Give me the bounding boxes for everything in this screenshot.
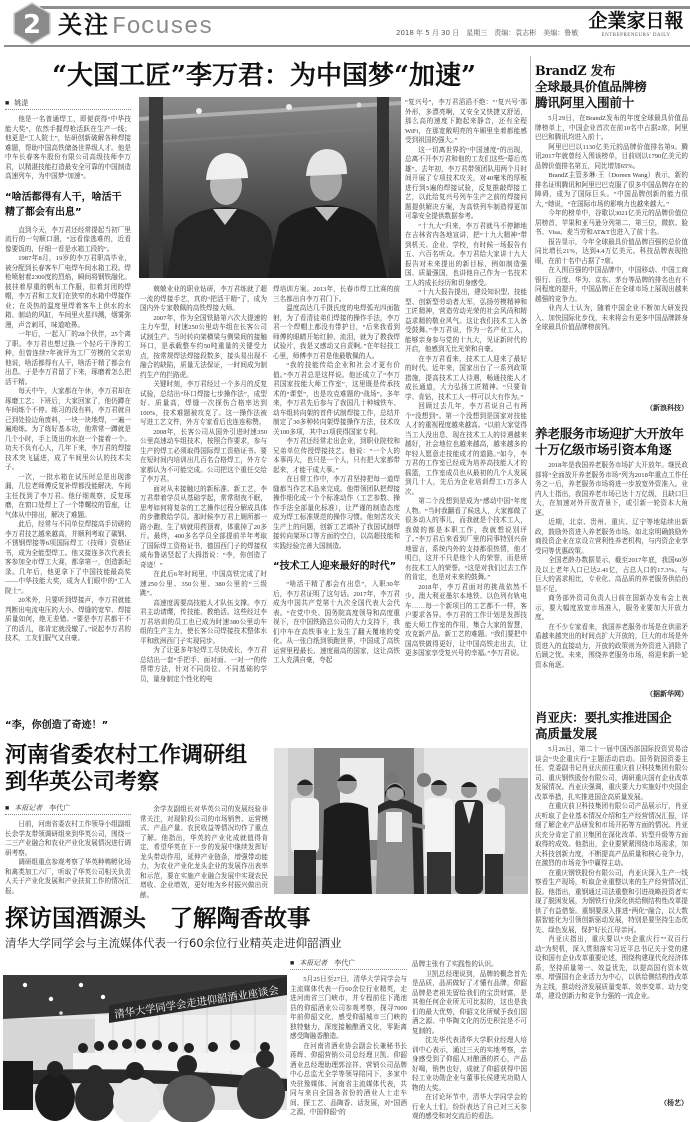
paragraph: 商务部外资司负责人日前在国新办发布会上表示，要大幅度放宽市场准入，服务业要加大开放力度。 [535,595,688,621]
byline-marker: ■ [5,804,10,812]
issue-date-editors: 2018 年 5 月 30 日 星期三 责编：袁志彬 美编：鲁敏 [396,29,579,37]
subheading: “李，你创造了奇迹！” [5,720,109,731]
byline-marker: ■ [290,959,295,967]
paragraph: 第二个没想到是成为“感动中国”年度人物。“当时我翻看了候选人，大家都做了很多动人的事儿，而我就是个技术工人，我做的都是本职工作，我就想说别评了。”李万君后来看到厂里的同事特别兴奋地留言，系统内外的支持都很热情，他才明白，这并不只是他个人的荣誉，而是所有技术工人的荣誉。“这是对我们过去工作的肯定，也是对未来的鼓舞。” [405,498,527,581]
section-title: 关注 [58,11,110,39]
photo-symposium [3,975,287,1110]
paragraph: 焊培训方案。2013年，长春市焊工比赛的前三名都出自李万君门下。 [273,286,400,303]
section-title-english: Focuses [112,14,213,41]
byline [290,958,407,970]
byline-role: 本报记者 [299,959,328,967]
paragraph: 在不少专家看来，我国养老服务市场是在供需矛盾越来越突出的时间点扩大开放的，巨大的市场是外资进入的直接动力，开放的政策则为外资进入消除了后顾之忧。未来，围绕养老服务市场，将迎来新一轮资本角逐。 [535,623,688,669]
paragraph: 报告显示，今年全球最具价值品牌百强的总价值同比增长21%，达到4.4万亿美元。科技品牌表现抢眼，在前十名中占据了7席。 [535,238,688,265]
byline-marker: ■ [5,99,10,107]
paragraph: 调研组重点参观考察了华英种鸭孵化场和禽类加工六厂，听取了华英公司相关负责人关于产业化发展和产业扶贫工作的情况汇报。 [5,859,131,895]
main-article-column-3 [273,285,400,735]
paragraph: 2018年，李万君面对的挑战依然不少。澳大利亚墨尔本地铁、以色列有轨电车……每一个新项目的工艺都不一样，客户要求各异。李万君的工作计划是发挥技能大师工作室的作用，集合大家的智慧，攻克新产品、新工艺的难题。“我们要把中国高铁做得更好，让中国高铁走出去，让更多国家享受复兴号的幸福。”李万君说。 [405,583,527,657]
author-name: 李代广 [49,804,71,812]
paragraph: 李万君还经常走出企业，到职业院校和兄弟单位传授焊接技艺。他说：“一个人的本事再大，也只是一个人，只有把大家都带起来，才能干成大事。” [273,438,400,474]
brandz-headline [535,63,688,111]
subheading: “技术工人迎来最好的时代” [273,561,397,572]
paragraph: 兢兢业业的职业钻研，李万君练就了超一流的焊接手艺，真的“把活干精”了，成为国内外专家敬佩的高铁焊接大师。 [140,286,267,312]
paragraph: 肖亚庆指出，重庆要以“央企重庆行”“双百行动”为契机，深入贯彻落实习近平总书记关于党的建设和国有企业改革重要论述，围绕构建现代化经济体系，坚持质量第一、效益优先，以提高国有资本效率、增强国有企业活力为中心，以供给侧结构性改革为主线，推动经济发展质量变革、效率变革、动力变革，建设创新力和竞争力强的一流企业。 [535,936,688,1000]
paragraph: 品牌主张有了实践性的认识。 [412,961,498,968]
paragraph: “十九大报告提出，建设知识型、技能型、创新型劳动者大军，弘扬劳模精神和工匠精神，营造劳动光荣的社会风尚和精益求精的敬业风气。这让我们技术工人备受鼓舞。”李万君说，作为一名产业工人，能够亲身参与党的十九大，见证新时代的开启，他感到无比光荣和自豪。 [405,289,527,353]
paragraph: 2007年，作为全国铁路第六次大提速的主力车型，时速250公里动车组在长客公司试制生产。当时转向架横梁与侧梁间的接触环口，是承载整车约50吨重量的关键受力点，按常规焊法焊接段数多，接头易出现不融合的缺陷，质量无法保证，一时间成为制约生产的拦路虎。 [140,314,267,379]
main-article-column-4 [405,98,527,735]
paragraph: 在重庆钢铁股份有限公司，肖亚庆深入生产一线察看生产现场，听取企业重整以来的生产经营情况汇报。他指出，重钢通过司法重整和引进战略投资者实现了脱困发展，为钢铁行业深化供给侧结构性改革提供了有益借鉴。重钢要深入推进“两化”融合，以大数据智能化为引领创新驱动发展，特别是要坚持生态优先、绿色发展，保护好长江母亲河。 [535,869,688,934]
henan-column-1 [5,803,131,897]
headline-line: 十万亿级市场引资本角逐 [535,442,672,457]
column-text [5,820,131,896]
paragraph: 在讨论环节中，清华大学同学会的行业人士们，纷纷表达了自己对三天参观的感受和对交流后的看法。 [412,1094,527,1120]
paragraph: 这一切离世界的“中国速度”的出现，总离不开李万君和他的工友们这些“幕后英雄”。去年初，李万君带领团队用两个月时间开展了专项技术攻关，对40毫米的厚板进行到5遍的焊接试验，反复推敲焊接工艺，以此给复兴号列车生产之前的焊接问题提供解决方案，为高铁列车制造得更加可靠安全提供数据参考。 [405,146,527,220]
lead-paragraph: 他是一名普通焊工，即便获得“中华技能大奖”，依然手握焊枪活跃在生产一线；他更是“工人院士”，钻研创新破解各种焊接难题，帮助中国高铁储备世界级人才。他是中车长春客车股份有限公司高级技师李万君，以精湛技能打造最安全可靠的中国制造高速列车，为中国梦“加速”。 [5,116,131,180]
banner-text: 清华大学同学会走进仰韶酒业座谈会 [113,984,282,1021]
paragraph: 在李万君看来，技术工人迎来了最好的时代。近年来，国家出台了一系列政策措施，提高技术工人待遇，畅通技能人才成长通道，大力弘扬工匠精神。“只要肯学、肯钻，技术工人一样可以大有作为。” [405,355,527,401]
paragraph: 近期，北京、贵州、重庆、辽宁等地陆续出新政，鼓励外资进入养老服务市场。如北京明确鼓励外商投资企业在京设立营利性养老机构，与内资企业享受同等优惠政策。 [535,519,688,555]
subheading: “啥活都得有人干，啥活干精了都会有出息” [5,191,122,218]
liquor-subtitle: 清华大学同学会与主流媒体代表一行60余位行业精英走进仰韶酒业 [5,936,342,950]
paragraph: 今年的榜单中，谷歌以3021亿美元的品牌价值位居榜首，苹果和亚马逊分列第二、第三位，微软、脸书、Visa、麦当劳和AT&T也进入了前十名。 [535,210,688,236]
article-source: （新浪科技） [646,404,688,412]
elderly-care-headline [535,426,688,458]
newspaper-logo [584,9,688,39]
paragraph: “复兴号”，李万君滔滔不绝：“‘复兴号’那外形，多漂亮啊，又安全又快捷又舒适，那么高的速度下跑起来静音，还有全程WiFi，在那宽敞明亮的车厢里坐着都能感受到祖国的强大。” [405,99,527,144]
soe-reform-headline [535,710,688,742]
paragraph: 5月26日，第二十一届中国西部国际投资贸易洽谈会“央企重庆行”主题活动启动。国务院国资委主任、党委副书记肖亚庆前往重庆前卫科技集团有限公司、重庆钢铁股份有限公司，调研重庆国有企业改革发展情况。肖亚庆强调，重庆要大力实施好中央国企改革举措，扎实推进国企高质量发展。 [535,746,688,801]
column-text [5,115,131,714]
paragraph: 余学友副组长对华英公司的发展经验非常关注，对现阶段公司的市场销售、运营模式、产品产量、农民收益等情况均作了重点了解。他指出，华英的产业化成就值得肯定，希望华英在下一步的发展中继续发挥好龙头带动作用，延伸产业链条，增强带动能力，为农业产业化龙头企业的发展作出表率和示范，要在实施产业融合发展中实现农民增收、企业增效，更好地为乡村振兴做出贡献。 [140,806,268,899]
paragraph: 面对从未接触过的新标准、新工艺，李万君带着学员从基础学起，常常彻夜不眠，思考如何将复杂的工艺操作过程分解成具体的步骤教给学员。那时候李万君上厕所都一路小跑，生了病就用药顶着，体重掉了20多斤。最终，400多名学员全部提前半年考取了国际焊工资格证书，德国西门子的焊接权威布鲁诺竖起了大拇指说：“李，你创造了奇迹！” [140,485,267,569]
paragraph: 2018年是我国养老服务市场扩大开放年。继民政部将“全面放开养老服务市场”列为2018年重点工作任务之一后，养老服务市场将进一步放宽外资准入。业内人士指出，我国养老市场已达十万亿级，且缺口巨大，在加速对外开放背景下，或引新一轮资本大角逐。 [535,462,688,517]
photo-image [3,975,287,1110]
column-divider [530,56,531,1112]
author-name: 李代广 [334,959,356,967]
headline-line: 高质量发展 [535,726,597,741]
byline-role: 本报记者 [14,804,43,812]
main-headline: “大国工匠”李万君：为中国梦“加速” [52,61,476,91]
henan-headline [5,742,273,796]
paragraph: 在河南省酒业协会副会长兼秘书长蒋辉、仰韶营销公司总经理卫凯、仰韶酒业总经理助理郭淙祥、营销公司品牌中心总监尤全学等领导陪同下，多家中央驻豫媒体、河南省主流媒体代表，共同与来自全国各省份的酒业人士走车间、探工艺、品陶香、话发展，对“国酒之源，中国仰韶”的 [290,1042,407,1116]
paragraph: 一次，一批水箱在试压时总是出现渗漏，几位老师傅反复补焊都没能解决，车间主任找到了李万君。他仔细观察，反复琢磨，在窗口处焊上了一个带螺纹的管座，让气体从中排出，解决了难题。 [5,473,131,519]
masthead-bottom-rule [4,45,690,47]
paragraph: 在重庆前卫科技集团有限公司产品展示厅，肖亚庆听取了企业基本情况介绍和生产经营情况汇报，详细了解企业产品研发和市场开拓等方面的情况。肖亚庆充分肯定了前卫集团在深化改革、转型升级等方面取得的成效。他指出，企业要紧紧围绕市场需求，加大科技创新力度，不断提高产品质量和核心竞争力，在激烈的市场竞争中赢得主动。 [535,803,688,867]
paragraph: 卫凯总经理说到，品牌的概念首先是品质，品质做好了才懂有品牌，仰韶品牌是老祖先留给我们的宝贵财富，是其他任何企业所无可比拟的，这也是我们的最大优势，仰韶文化所赋予我们国酒之源、中华陶文化的历史积淀是不可复制的。 [412,970,527,1035]
paragraph: 为了让更多年轻焊工尽快成长，李万君总结出一套“手把手、面对面、一对一”的传帮带方法，针对不同岗位、不同基础的学员，量身制定个性化的电 [140,647,267,683]
headline-line: 肖亚庆：要扎实推进国企 [535,710,672,725]
article-source: （据新华网） [646,690,688,698]
paragraph: “我的技能传给企业和社会才更有价值。”李万君总是这样说。他还成立了“李万君国家技能大师工作室”，这里既是传承技术的“课堂”，也是攻克难题的“战场”。多年来，李万君先后参与了我国几十种城铁车、动车组转向架的首件试制焊接工作，总结并制定了30多种转向架焊接操作方法，技术攻关100多项，其中21项获得国家专利。 [273,362,400,436]
paragraph: 5月25日至27日，清华大学同学会与主流媒体代表一行60余位行业精英，走进河南省三门峡市，并专程前往下渑池县的仰韶酒业公司参观考察，探寻7000年前仰韶文化，感受仰韶城市三门峡的独特魅力，深度接触酿酒文化，零距离感受陶融香酿造。 [290,976,407,1040]
paragraph: 回顾过去几年，李万君说自己有两个“没想到”。第一个没想到是国家对技能人才的重视程度越来越高。“以前大家觉得当工人没出息，现在技术工人的待遇越来越好，社会地位也越来越高，越来越多的年轻人愿意走技能成才的道路。”如今，李万君的工作室已经成为培养高技能人才的摇篮，工作室成员也从最初的几个人发展到几十人，先后为企业培训焊工1万多人次。 [405,403,527,496]
paragraph: 在日常工作中，李万君坚持把每一道焊缝都当作艺术品来完成。他带领团队把焊接操作细化成一个个标准动作（工艺参数、操作手法全部量化标准），让严谨的制造态度成为焊工标准规范的操作习惯。他刻苦攻关生产上的问题，创新工艺填补了我国试制焊接转向架环口等方面的空白，以高超技能和实践经验完善大国制造。 [273,476,400,550]
paragraph: 此后，经常与不同单位焊接高手切磋的李万君技艺越来越高，并顺利考取了碳钢、不锈钢焊接等6项国际焊工（技师）资格证书，成为全能型焊工。他又接连多次代表长客参加全市焊工大赛，都拿第一，创造新纪录。几年后，他更拿下了中国技能最高奖——中华技能大奖，成为人们眼中的“工人院士”。 [5,521,131,595]
paragraph: 日前，河南省委农村工作领导小组副组长余学友带领调研组来到华英公司，围绕一二三产业融合和农业产业化发展情况进行调研考察。 [5,821,131,857]
elderly-care-body [535,461,688,689]
photo-image [274,748,528,894]
headline-line: 养老服务市场迎扩大开放年 [535,426,684,441]
article-source: （杨艺） [660,1099,688,1107]
paragraph: 在此后6年时间里，中国高铁完成了时速250公里、350公里、380公里的“三级跳”。 [140,571,267,597]
main-article-column-2 [140,285,267,735]
paragraph: “啥活干精了都会有出息”，入职30年后，李万君证明了这句话。2017年，李万君成为中国共产党第十九次全国代表大会代表。“在党中央、国务院高度领导和高度重视下，在中国铁路总公司的大力支持下，我们中车在高铁事业上发生了翻天覆地的变化。从一张白纸到领跑世界，中国成了高铁运营里程最长、速度最高的国家，这让高铁工人充满自豪，夸起 [273,581,400,664]
page-number-badge [13,2,51,45]
liquor-column-2 [412,960,527,1120]
paragraph: “十九大”归来，李万君就马不停蹄地在吉林省内各地宣讲，把“十九大精神”带到机关、企业、学校，有时候一场报告有五、六百名听众。李万君给大家讲十九大报告对未来提出的新目标，例如制造强国、质量强国，也讲他自己作为一名技术工人的成长经历和切身感受。 [405,222,527,287]
photo-research-team [274,748,528,894]
headline-line: BrandZ 发布 [535,63,616,78]
paragraph: 高速度需要高技能人才队伍支撑。李万君主动请缨，传技能、教绝活。这些经过李万君培训的员工也已成为时速380公里动车组的生产主力，使长客公司焊接技术整体水平和欧洲西门子实现同步。 [140,599,267,645]
headline-line: 腾讯阿里入围前十 [535,95,635,110]
paragraph: 全国老龄办数据显示，截至2017年底，我国60岁及以上老年人口已达2.41亿，占总人口的17.3%。与巨大的需求相比，专业化、高品质的养老服务供给仍显不足。 [535,557,688,593]
paragraph: 1987年8月，19岁的李万君职高毕业，被分配到长春客车厂电焊车间水箱工段。焊枪喷射着2300度的烈焰，瞬间将钢铁融化。披挂着厚重的帆布工作服，扣着封闭的焊帽，李万君和工友们在狭窄的水箱中焊接作业；在炎热的温度里焊着客车上供水的水箱、制动的风缸，车间里火星四溅，烟雾弥漫，声音刺耳，味道呛鼻。 [5,255,131,329]
paragraph: 每天中午，大家都在午休，李万君却在琢磨工艺；下班后，大家回家了，他仍蹲在车间练个不停。练习的没有料，李万君就自己到处捡边角废料，一块一块地焊，一遍一遍地练。为了练好基本功，他常常一蹲就是几个小时，手上烫出的水泡一个接着一个。功夫不负有心人，几年下来，李万君的焊接技术突飞猛进，成了车间里公认的技术尖子。 [5,388,131,471]
paragraph: 一年后，一起入厂的28个伙伴，25个离了职。李万君也想过换一个轻巧干净的工种，但曾连续7年被评为工厂劳模的父亲劝他说，啥活都得有人干，啥活干精了都会有出息。于是李万君留了下来，琢磨着怎么把活干精。 [5,331,131,386]
column-text [290,975,407,1118]
paragraph: 关键时刻，李万君经过一个多月的反复试验，总结出“环口焊接七步操作法”，成型好、质量高，焊缝一次探伤合格率达到100%，技术难题被攻克了。这一操作法被写进工艺文件，外方专家看后也连连称赞。 [140,381,267,426]
headline-line: 全球最具价值品牌榜 [535,79,647,94]
photo-image [139,97,401,278]
liquor-headline: 探访国酒源头 了解陶香故事 [5,904,311,932]
author-name: 姚湜 [14,99,29,107]
logo-english: ENTREPRENEURS' DAILY [601,33,671,38]
paragraph: 在入围百强的中国品牌中，中国移动、中国工商银行、百度、华为、京东、茅台等品牌的排名也有不同程度的提升，中国品牌正在全球市场上展现出越来越强的竞争力。 [535,267,688,303]
page-number: 2 [22,10,42,40]
henan-column-2 [140,805,268,897]
paragraph: 2008年，长客公司从国外引进时速350公里高速动车组技术，按照合作要求，参与生产的焊工必须取得国际焊工资格证书。要在短时间内培训出几百名合格焊工，外方专家都认为不可能完成。公司把这个重任交给了李万君。 [140,428,267,483]
main-article-column-1 [5,98,131,735]
paragraph: 温度高达几千摄氏度的电焊弧光四面散射，为了看清徒弟们焊接的操作手法，李万君一个焊帽上都没有带护目，“后来我看到师傅的眼睛开始红肿、流泪，就为了教我焊试验片，我是又感动又自责啊。”在年轻技工心里，师傅李万君是他最敬佩的人。 [273,305,400,360]
paragraph: BrandZ主管多琳·王（Doreen Wang）表示，新的排名证明腾讯和阿里巴巴克服了很多中国品牌存在的障碍，成为了国际巨头。“中国品牌创新的能力很大，”她说，“在国际市场的影响力也越来越大。” [535,172,688,208]
byline [5,98,131,110]
paragraph: 业内人士认为，随着中国企业不断加大研发投入、加快国际化步伐，未来将会有更多中国品牌跻身全球最具价值品牌榜前列。 [535,305,688,331]
headline-line: 河南省委农村工作调研组 [5,742,248,768]
paragraph: 阿里巴巴以1130亿美元的品牌价值排名第9。腾讯2017年就曾经入围该榜单，目前则以1790亿美元的品牌价值排名第五，同比增加65%。 [535,143,688,170]
paragraph: 20米外，只要听到焊接声，李万君就能判断出电流电压的大小、焊缝的宽窄、焊接质量如何，绝无差错。“要是李万君都干不了的活儿，那肯定就没辙了。”说起李万君的技术，工友们服气又自豪。 [5,597,131,642]
liquor-column-1 [290,958,407,1116]
headline-line: 到华英公司考察 [5,769,160,795]
paragraph: 直到今天，李万君还经常提起当初厂里流行的一句顺口溜，“远看像逃难的，近看像要饭的，仔细一看是水箱工段的”。 [5,226,131,253]
paragraph: 5月29日，在BrandZ发布的年度全球最具价值品牌榜单上，中国企业首次在前10名中占据2席，阿里巴巴和腾讯均进入前十。 [535,115,688,141]
byline [5,803,131,815]
logo-chinese: 企業家日報 [588,10,684,32]
soe-reform-body [535,745,688,1097]
paragraph: 沈先华代表清华大学职业经理人培训中心表示，通过三天的实地考察，亲身感受到了仰韶人对酿酒的匠心，产品好喝，销售也好，成就了仰韶获得中国轻工业功勋企业与董事长侯建光功勋人物的大奖。 [412,1037,527,1092]
photo-welders [139,97,401,278]
brandz-body [535,114,688,404]
